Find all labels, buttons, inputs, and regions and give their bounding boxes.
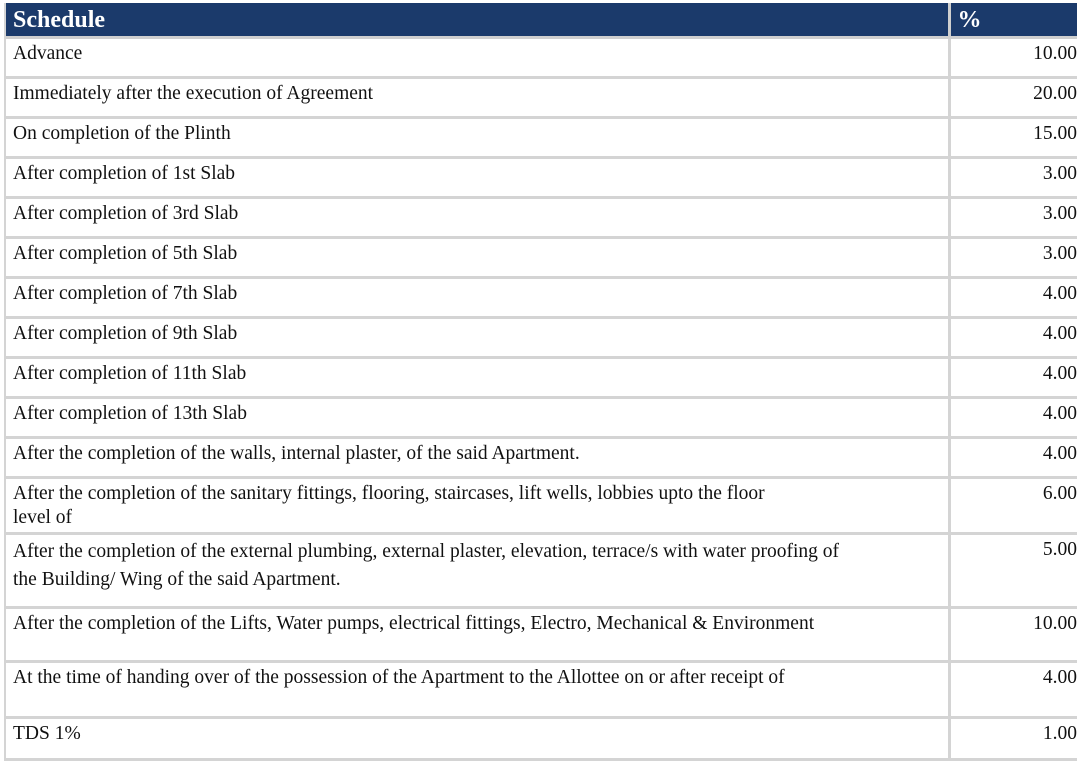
- table-row: [6, 661, 1077, 717]
- table-header-row: [6, 3, 1077, 37]
- percent-cell: 3.00: [949, 197, 1077, 237]
- percent-cell: 4.00: [949, 317, 1077, 357]
- schedule-cell: After completion of 11th Slab: [6, 357, 949, 397]
- percent-cell: 3.00: [949, 237, 1077, 277]
- percent-cell: 4.00: [949, 437, 1077, 477]
- table-row: [6, 237, 1077, 277]
- schedule-cell: After the completion of the external plumbing, external plaster, elevation, terrace/s with water proofing of the Building/ Wing of the said Apartment.: [6, 533, 949, 607]
- table-row: [6, 437, 1077, 477]
- table-row: [6, 77, 1077, 117]
- table-row: [6, 317, 1077, 357]
- schedule-cell: TDS 1%: [6, 717, 949, 759]
- percent-cell: 4.00: [949, 357, 1077, 397]
- percent-cell: 4.00: [949, 661, 1077, 717]
- schedule-cell: After completion of 5th Slab: [6, 237, 949, 277]
- column-header-percent: %: [949, 3, 1077, 37]
- schedule-cell: After the completion of the sanitary fittings, flooring, staircases, lift wells, lobbies upto the floor level of: [6, 477, 949, 533]
- percent-cell: 10.00: [949, 37, 1077, 77]
- schedule-cell: Immediately after the execution of Agreement: [6, 77, 949, 117]
- table-row: [6, 117, 1077, 157]
- table-row: [6, 277, 1077, 317]
- table-row: [6, 197, 1077, 237]
- percent-cell: 4.00: [949, 397, 1077, 437]
- schedule-cell: After completion of 9th Slab: [6, 317, 949, 357]
- column-header-schedule: Schedule: [6, 3, 949, 37]
- percent-cell: 3.00: [949, 157, 1077, 197]
- percent-cell: 6.00: [949, 477, 1077, 533]
- table-row: [6, 357, 1077, 397]
- schedule-cell: After completion of 13th Slab: [6, 397, 949, 437]
- table-row: [6, 533, 1077, 607]
- percent-cell: 10.00: [949, 607, 1077, 661]
- schedule-cell: After completion of 7th Slab: [6, 277, 949, 317]
- schedule-cell: After completion of 3rd Slab: [6, 197, 949, 237]
- percent-cell: 5.00: [949, 533, 1077, 607]
- schedule-cell: On completion of the Plinth: [6, 117, 949, 157]
- table-row: [6, 607, 1077, 661]
- schedule-cell: After the completion of the walls, internal plaster, of the said Apartment.: [6, 437, 949, 477]
- schedule-cell: After the completion of the Lifts, Water pumps, electrical fittings, Electro, Mechanical & Environment: [6, 607, 949, 661]
- percent-cell: 4.00: [949, 277, 1077, 317]
- schedule-cell: At the time of handing over of the possession of the Apartment to the Allottee on or after receipt of: [6, 661, 949, 717]
- table-row: [6, 477, 1077, 533]
- table-row: [6, 717, 1077, 759]
- table-row: [6, 157, 1077, 197]
- schedule-cell: After completion of 1st Slab: [6, 157, 949, 197]
- payment-schedule-table: [6, 3, 1077, 761]
- schedule-cell: Advance: [6, 37, 949, 77]
- percent-cell: 15.00: [949, 117, 1077, 157]
- table-row: [6, 397, 1077, 437]
- table-row: [6, 37, 1077, 77]
- percent-cell: 20.00: [949, 77, 1077, 117]
- percent-cell: 1.00: [949, 717, 1077, 759]
